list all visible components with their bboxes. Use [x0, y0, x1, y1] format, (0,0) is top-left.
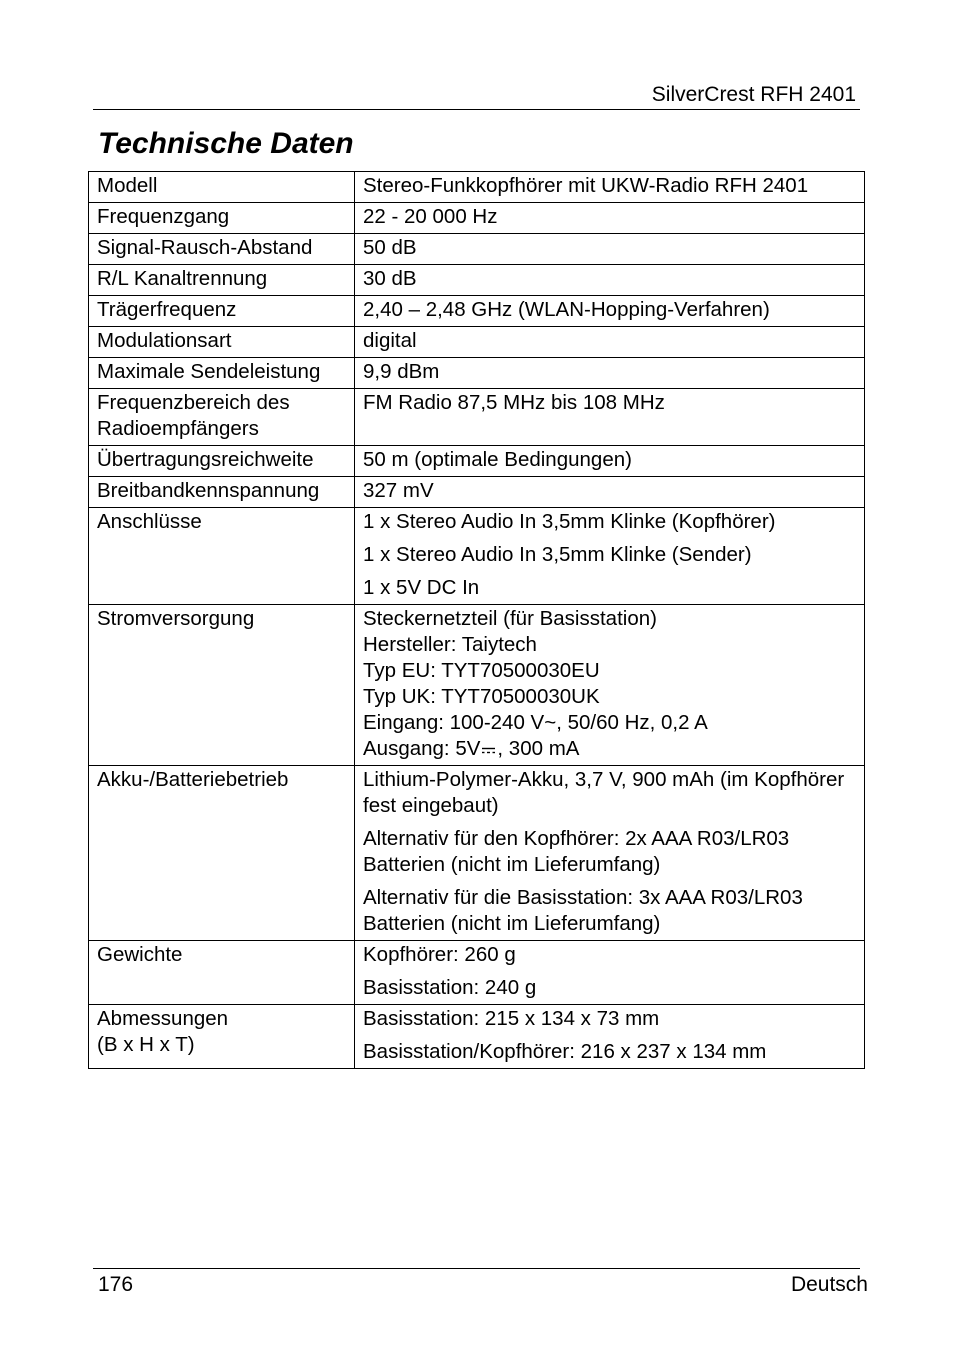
spec-label: Akku-/Batteriebetrieb [89, 766, 355, 941]
spec-value-line: 2,40 – 2,48 GHz (WLAN-Hopping-Verfahren) [363, 298, 770, 321]
spec-value [355, 477, 865, 508]
spec-value [355, 1005, 865, 1069]
page-number: 176 [98, 1273, 134, 1296]
table-row [89, 172, 865, 203]
spec-value-line: Typ EU: TYT70500030EU [363, 659, 600, 682]
spec-value-line: 50 dB [363, 236, 417, 259]
spec-value-line: Alternativ für den Kopfhörer: 2x AAA R03/LR03 Batterien (nicht im Lieferumfang) [363, 827, 790, 876]
table-row [89, 477, 865, 508]
spec-value [355, 327, 865, 358]
spec-value-line: Steckernetzteil (für Basisstation) [363, 607, 657, 630]
output-voltage-text: Ausgang: 5V [363, 737, 481, 760]
footer-language: Deutsch [790, 1273, 868, 1296]
page-title: Technische Daten [98, 127, 354, 160]
spec-label: Signal-Rausch-Abstand [89, 234, 355, 265]
spec-value [355, 172, 865, 203]
footer-divider [93, 1268, 860, 1269]
spec-value [355, 446, 865, 477]
output-current-text: , 300 mA [497, 737, 580, 760]
spec-value-line: 50 m (optimale Bedingungen) [363, 448, 632, 471]
spec-label: Trägerfrequenz [89, 296, 355, 327]
spec-value-line: 9,9 dBm [363, 360, 440, 383]
spec-label: Gewichte [89, 941, 355, 1005]
spec-value [355, 508, 865, 605]
spec-value-line: Typ UK: TYT70500030UK [363, 685, 600, 708]
spec-value-line: Hersteller: Taiytech [363, 633, 537, 656]
spec-value-line: 30 dB [363, 267, 417, 290]
spec-value [355, 941, 865, 1005]
spec-value-line: Kopfhörer: 260 g [363, 943, 516, 966]
spec-label: Modell [89, 172, 355, 203]
spec-value-line: FM Radio 87,5 MHz bis 108 MHz [363, 391, 665, 414]
spec-label-line: Abmessungen [97, 1007, 229, 1030]
spec-label: Übertragungsreichweite [89, 446, 355, 477]
header-product-name: SilverCrest RFH 2401 [651, 83, 856, 106]
spec-value [355, 605, 865, 766]
table-row [89, 358, 865, 389]
spec-value-line: 22 - 20 000 Hz [363, 205, 498, 228]
table-row [89, 605, 865, 766]
spec-value-line: 1 x Stereo Audio In 3,5mm Klinke (Kopfhörer) [363, 510, 776, 533]
spec-value [355, 296, 865, 327]
spec-label: Maximale Sendeleistung [89, 358, 355, 389]
table-row [89, 508, 865, 605]
spec-value-line: Eingang: 100-240 V~, 50/60 Hz, 0,2 A [363, 711, 708, 734]
spec-label: Breitbandkennspannung [89, 477, 355, 508]
spec-label: Anschlüsse [89, 508, 355, 605]
table-row [89, 389, 865, 446]
spec-value [355, 389, 865, 446]
table-row [89, 296, 865, 327]
spec-value [355, 358, 865, 389]
spec-value-line: 327 mV [363, 479, 434, 502]
dc-symbol-icon [481, 746, 496, 755]
spec-value-line: 1 x 5V DC In [363, 576, 480, 599]
spec-label-line: (B x H x T) [97, 1033, 195, 1056]
spec-table [88, 171, 865, 1069]
table-row [89, 203, 865, 234]
spec-value [355, 766, 865, 941]
table-row [89, 766, 865, 941]
spec-value-line: Stereo-Funkkopfhörer mit UKW-Radio RFH 2401 [363, 174, 809, 197]
spec-label: Stromversorgung [89, 605, 355, 766]
spec-label: Modulationsart [89, 327, 355, 358]
table-row [89, 941, 865, 1005]
table-row [89, 265, 865, 296]
spec-value [355, 234, 865, 265]
spec-value-line: Basisstation/Kopfhörer: 216 x 237 x 134 mm [363, 1040, 767, 1063]
spec-value-line: Basisstation: 240 g [363, 976, 537, 999]
spec-label: R/L Kanaltrennung [89, 265, 355, 296]
spec-value-line: Basisstation: 215 x 134 x 73 mm [363, 1007, 660, 1030]
spec-label: Frequenzbereich des Radioempfängers [89, 389, 355, 446]
spec-value-line [363, 736, 858, 762]
spec-value-line: 1 x Stereo Audio In 3,5mm Klinke (Sender) [363, 543, 752, 566]
table-row [89, 446, 865, 477]
spec-value [355, 265, 865, 296]
table-row [89, 234, 865, 265]
spec-value-line: digital [363, 329, 417, 352]
spec-value-line: Lithium-Polymer-Akku, 3,7 V, 900 mAh (im Kopfhörer fest eingebaut) [363, 768, 845, 817]
spec-value-line: Alternativ für die Basisstation: 3x AAA R03/LR03 Batterien (nicht im Lieferumfang) [363, 886, 803, 935]
header-divider [93, 109, 860, 110]
spec-value [355, 203, 865, 234]
spec-label [89, 1005, 355, 1069]
table-row [89, 327, 865, 358]
spec-label: Frequenzgang [89, 203, 355, 234]
table-row [89, 1005, 865, 1069]
